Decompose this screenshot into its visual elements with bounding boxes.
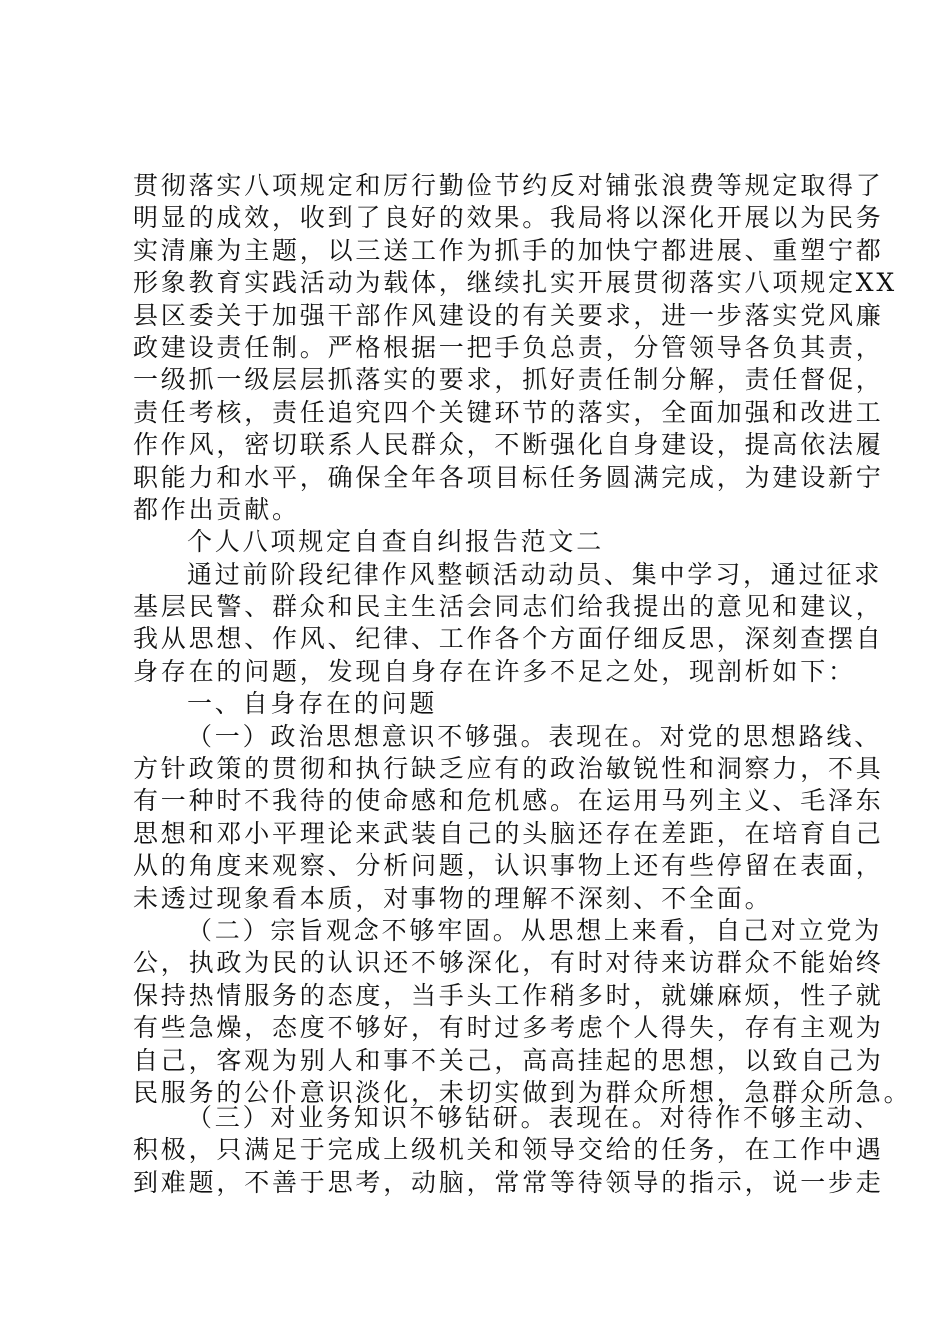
text-line: 责任考核，责任追究四个关键环节的落实，全面加强和改进工: [133, 397, 884, 427]
text-line: 到难题，不善于思考，动脑，常常等待领导的指示，说一步走: [133, 1167, 884, 1197]
text-line: （一）政治思想意识不够强。表现在。对党的思想路线、: [187, 721, 883, 751]
text-line: 我从思想、作风、纪律、工作各个方面仔细反思，深刻查摆自: [133, 624, 884, 654]
text-line: 明显的成效，收到了良好的效果。我局将以深化开展以为民务: [133, 203, 884, 233]
text-line: 职能力和水平，确保全年各项目标任务圆满完成，为建设新宁: [133, 462, 884, 492]
paragraph-continuation: [133, 170, 912, 1109]
text-line: 保持热情服务的态度，当手头工作稍多时，就嫌麻烦，性子就: [133, 980, 884, 1010]
text-line: 公，执政为民的认识还不够深化，有时对待来访群众不能始终: [133, 948, 884, 978]
text-line: 作作风，密切联系人民群众，不断强化自身建设，提高依法履: [133, 430, 884, 460]
text-line: 方针政策的贯彻和执行缺乏应有的政治敏锐性和洞察力，不具: [133, 754, 884, 784]
text-line: 基层民警、群众和民主生活会同志们给我提出的意见和建议，: [133, 592, 884, 622]
text-line: 政建设责任制。严格根据一把手负总责，分管领导各负其责，: [133, 332, 884, 362]
text-line: 都作出贡献。: [133, 494, 300, 524]
text-line: 自己，客观为别人和事不关己，高高挂起的思想，以致自己为: [133, 1045, 884, 1075]
text-line: 通过前阶段纪律作风整顿活动动员、集中学习，通过征求: [187, 559, 883, 589]
text-line: 有些急燥，态度不够好，有时过多考虑个人得失，存有主观为: [133, 1013, 884, 1043]
text-line: （二）宗旨观念不够牢固。从思想上来看，自己对立党为: [187, 915, 883, 945]
section-heading: 个人八项规定自查自纠报告范文二: [187, 527, 605, 557]
paragraph-item-3: [133, 1102, 884, 1199]
text-line: 贯彻落实八项规定和厉行勤俭节约反对铺张浪费等规定取得了: [133, 171, 884, 200]
text-line: 有一种时不我待的使命感和危机感。在运用马列主义、毛泽东: [133, 786, 884, 816]
text-line: （三）对业务知识不够钻研。表现在。对待作不够主动、: [187, 1103, 883, 1132]
text-line: 形象教育实践活动为载体，继续扎实开展贯彻落实八项规定XX: [133, 268, 897, 298]
text-line: 积极，只满足于完成上级机关和领导交给的任务，在工作中遇: [133, 1135, 884, 1165]
text-line: 思想和邓小平理论来武装自己的头脑还存在差距，在培育自己: [133, 818, 884, 848]
text-line: 民服务的公仆意识淡化，未切实做到为群众所想，急群众所急。: [133, 1077, 912, 1107]
subsection-heading: 一、自身存在的问题: [187, 689, 438, 719]
text-line: 身存在的问题，发现自身存在许多不足之处，现剖析如下：: [133, 656, 856, 686]
text-line: 未透过现象看本质，对事物的理解不深刻、不全面。: [133, 883, 773, 913]
text-line: 一级抓一级层层抓落实的要求，抓好责任制分解，责任督促，: [133, 365, 884, 395]
text-line: 实清廉为主题，以三送工作为抓手的加快宁都进展、重塑宁都: [133, 235, 884, 265]
text-line: 从的角度来观察、分析问题，认识事物上还有些停留在表面，: [133, 851, 884, 881]
text-line: 县区委关于加强干部作风建设的有关要求，进一步落实党风廉: [133, 300, 884, 330]
